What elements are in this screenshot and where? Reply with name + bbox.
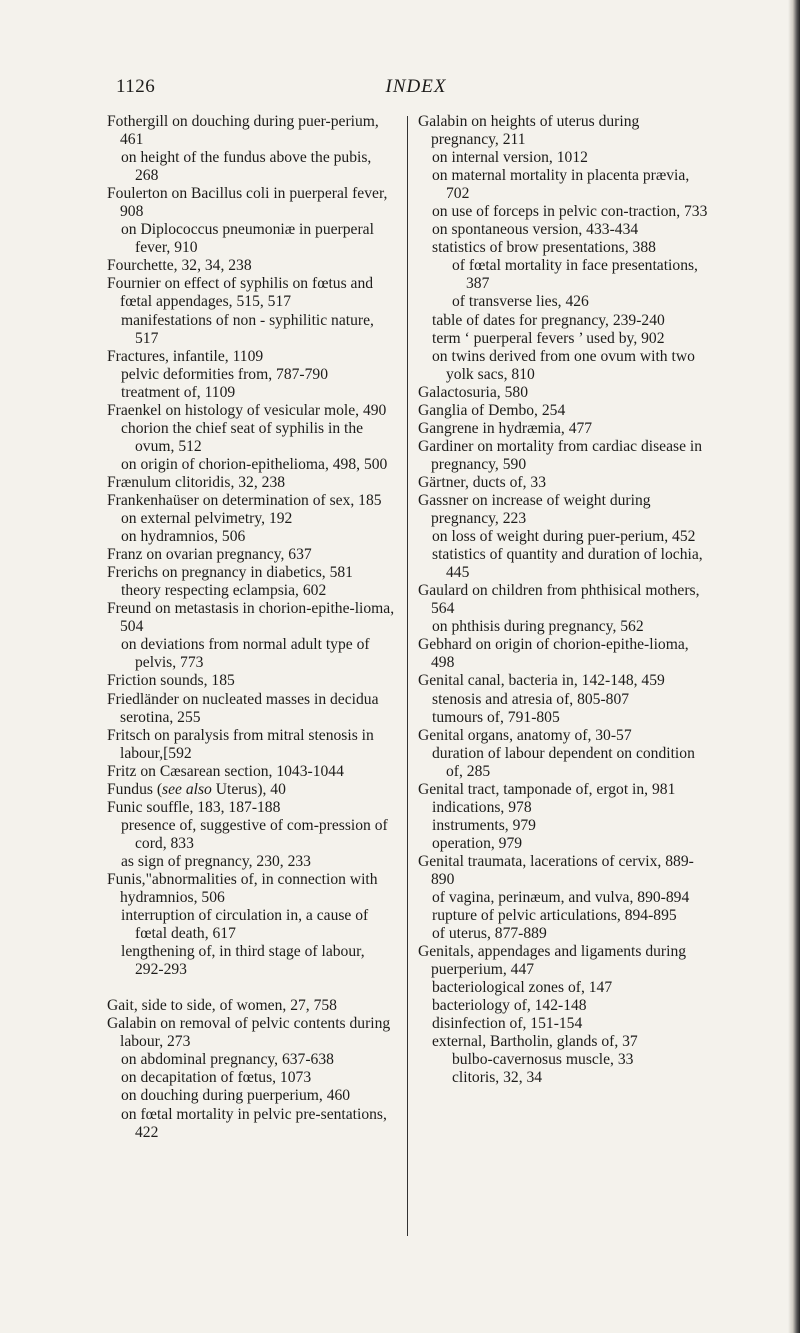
- running-title: INDEX: [385, 76, 447, 97]
- index-entry: Funic souffle, 183, 187-188: [107, 798, 281, 816]
- index-entry: Genital canal, bacteria in, 142-148, 459: [418, 672, 665, 690]
- index-entry: Galabin on heights of uterus during pregnancy, 211: [418, 113, 640, 149]
- index-subentry: on deviations from normal adult type of pelvis, 773: [121, 636, 370, 672]
- index-subentry: on hydramnios, 506: [121, 528, 246, 546]
- index-subentry: on loss of weight during puer-perium, 452: [432, 528, 696, 546]
- index-entry: Franz on ovarian pregnancy, 637: [107, 546, 312, 564]
- index-subentry: as sign of pregnancy, 230, 233: [121, 852, 311, 870]
- section-gap: [107, 979, 397, 997]
- index-subentry: presence of, suggestive of com-pression of cord, 833: [121, 816, 388, 852]
- index-entry: Fraenkel on histology of vesicular mole, 490: [107, 401, 387, 419]
- index-subentry: on douching during puerperium, 460: [121, 1087, 351, 1105]
- index-entry: Fothergill on douching during puer-perium, 461: [107, 113, 379, 149]
- index-entry: Gait, side to side, of women, 27, 758: [107, 997, 337, 1015]
- index-subentry: on height of the fundus above the pubis, 268: [121, 149, 372, 185]
- index-entry: Fundus (see also Uterus), 40: [107, 780, 286, 798]
- index-subentry: operation, 979: [432, 834, 523, 852]
- column-divider: [407, 116, 408, 1236]
- index-subentry: on spontaneous version, 433-434: [432, 221, 639, 239]
- index-entry: Frænulum clitoridis, 32, 238: [107, 473, 286, 491]
- index-entry: Galactosuria, 580: [418, 383, 528, 401]
- index-entry: Genital organs, anatomy of, 30-57: [418, 726, 632, 744]
- index-entry: Fournier on effect of syphilis on fœtus and fœtal appendages, 515, 517: [107, 275, 374, 311]
- page-number: 1126: [116, 76, 156, 97]
- index-entry: Funis,"abnormalities of, in connection with hydramnios, 506: [107, 870, 378, 907]
- index-subentry: statistics of quantity and duration of lochia, 445: [432, 546, 703, 582]
- index-subentry: on use of forceps in pelvic con-traction, 733: [432, 203, 708, 221]
- index-subentry: on internal version, 1012: [432, 149, 588, 167]
- index-entry: Genitals, appendages and ligaments during puerperium, 447: [418, 943, 687, 979]
- index-subentry: tumours of, 791-805: [432, 708, 560, 726]
- index-subentry: of transverse lies, 426: [452, 293, 589, 311]
- index-subentry: on origin of chorion-epithelioma, 498, 500: [121, 455, 388, 473]
- index-column-right: [418, 113, 708, 1088]
- index-subentry: term ‘ puerperal fevers ’ used by, 902: [432, 329, 665, 347]
- index-subentry: treatment of, 1109: [121, 383, 236, 401]
- index-subentry: theory respecting eclampsia, 602: [121, 582, 327, 600]
- index-subentry: manifestations of non - syphilitic nature, 517: [121, 311, 374, 347]
- index-subentry: of uterus, 877-889: [432, 925, 547, 943]
- page-header: [116, 76, 716, 106]
- index-subentry: on decapitation of fœtus, 1073: [121, 1069, 312, 1087]
- index-subentry: lengthening of, in third stage of labour, 292-293: [121, 943, 365, 979]
- index-subentry: bulbo-cavernosus muscle, 33: [452, 1051, 634, 1069]
- index-subentry: duration of labour dependent on condition of, 285: [432, 744, 695, 780]
- index-subentry: on external pelvimetry, 192: [121, 510, 293, 528]
- index-subentry: on twins derived from one ovum with two yolk sacs, 810: [432, 347, 695, 383]
- index-subentry: bacteriological zones of, 147: [432, 979, 613, 997]
- index-subentry: chorion the chief seat of syphilis in the ovum, 512: [121, 419, 364, 455]
- index-subentry: clitoris, 32, 34: [452, 1069, 543, 1087]
- index-entry: Frankenhaüser on determination of sex, 185: [107, 491, 382, 509]
- index-entry: Fritz on Cæsarean section, 1043-1044: [107, 762, 344, 780]
- index-entry: Foulerton on Bacillus coli in puerperal fever, 908: [107, 185, 388, 221]
- index-subentry: table of dates for pregnancy, 239-240: [432, 311, 665, 329]
- index-entry: Gangrene in hydræmia, 477: [418, 419, 593, 437]
- index-subentry: bacteriology of, 142-148: [432, 997, 587, 1015]
- index-entry: Gaulard on children from phthisical mothers, 564: [418, 582, 700, 618]
- index-subentry: rupture of pelvic articulations, 894-895: [432, 907, 677, 925]
- index-entry: Ganglia of Dembo, 254: [418, 401, 566, 419]
- index-entry: Friction sounds, 185: [107, 672, 235, 690]
- index-entry: Gärtner, ducts of, 33: [418, 473, 546, 491]
- index-entry: Genital traumata, lacerations of cervix, 889-890: [418, 852, 694, 888]
- index-subentry: of vagina, perinæum, and vulva, 890-894: [432, 889, 690, 907]
- index-entry: Gassner on increase of weight during pregnancy, 223: [418, 491, 651, 528]
- index-subentry: stenosis and atresia of, 805-807: [432, 690, 630, 708]
- index-entry: Fourchette, 32, 34, 238: [107, 257, 252, 275]
- index-entry: Fractures, infantile, 1109: [107, 347, 264, 365]
- index-subentry: indications, 978: [432, 798, 532, 816]
- index-entry: Gardiner on mortality from cardiac disease in pregnancy, 590: [418, 437, 703, 473]
- index-subentry: pelvic deformities from, 787-790: [121, 365, 328, 383]
- page-edge-shadow: [788, 0, 800, 1333]
- index-subentry: interruption of circulation in, a cause of fœtal death, 617: [121, 907, 369, 943]
- index-column-left: [107, 113, 397, 1142]
- index-subentry: instruments, 979: [432, 816, 536, 834]
- index-subentry: disinfection of, 151-154: [432, 1015, 583, 1033]
- index-subentry: statistics of brow presentations, 388: [432, 239, 656, 257]
- index-subentry: on abdominal pregnancy, 637-638: [121, 1051, 334, 1069]
- index-subentry: of fœtal mortality in face presentations, 387: [452, 257, 698, 293]
- index-entry: Frerichs on pregnancy in diabetics, 581: [107, 564, 353, 582]
- index-entry: Freund on metastasis in chorion-epithe-lioma, 504: [107, 600, 395, 636]
- index-subentry: on fœtal mortality in pelvic pre-sentations, 422: [121, 1105, 387, 1141]
- index-entry: Genital tract, tamponade of, ergot in, 981: [418, 780, 676, 798]
- index-subentry: external, Bartholin, glands of, 37: [432, 1033, 638, 1051]
- index-subentry: on phthisis during pregnancy, 562: [432, 618, 644, 636]
- index-entry: Galabin on removal of pelvic contents during labour, 273: [107, 1015, 391, 1051]
- index-subentry: on Diplococcus pneumoniæ in puerperal fever, 910: [121, 221, 374, 257]
- index-entry: Fritsch on paralysis from mitral stenosis in labour,[592: [107, 726, 374, 762]
- index-subentry: on maternal mortality in placenta prævia, 702: [432, 167, 690, 203]
- index-entry: Friedländer on nucleated masses in decidua serotina, 255: [107, 690, 379, 726]
- index-entry: Gebhard on origin of chorion-epithe-lioma, 498: [418, 636, 689, 672]
